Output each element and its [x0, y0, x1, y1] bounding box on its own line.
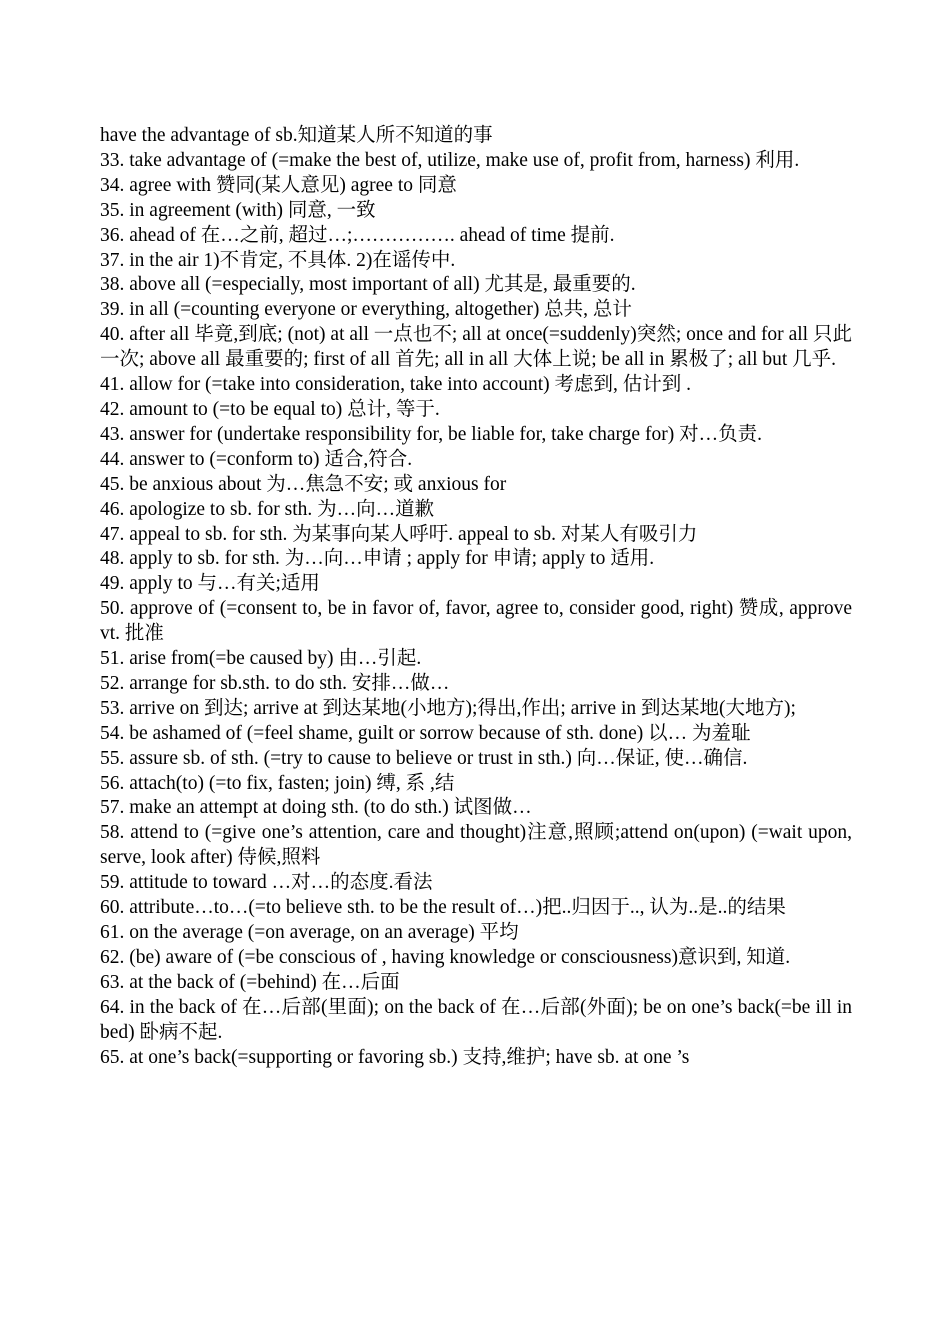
text-line: 44. answer to (=conform to) 适合,符合. [100, 448, 413, 470]
text-line: 62. (be) aware of (=be conscious of , having knowledge or consciousness)意识到, 知道. [100, 946, 791, 968]
text-line: 47. appeal to sb. for sth. 为某事向某人呼吁. appeal to sb. 对某人有吸引力 [100, 523, 698, 545]
text-line: 55. assure sb. of sth. (=try to cause to believe or trust in sth.) 向…保证, 使…确信. [100, 747, 748, 769]
text-line: 46. apologize to sb. for sth. 为…向…道歉 [100, 498, 435, 520]
text-line: 48. apply to sb. for sth. 为…向…申请 ; apply for 申请; apply to 适用. [100, 548, 655, 570]
text-line: 37. in the air 1)不肯定, 不具体. 2)在谣传中. [100, 249, 456, 271]
text-line: 34. agree with 赞同(某人意见) agree to 同意 [100, 174, 457, 196]
text-line: 51. arise from(=be caused by) 由…引起. [100, 648, 422, 670]
text-line: 49. apply to 与…有关;适用 [100, 573, 320, 595]
text-line: 35. in agreement (with) 同意, 一致 [100, 199, 376, 221]
text-line: 43. answer for (undertake responsibility for, be liable for, take charge for) 对…负责. [100, 423, 762, 445]
text-line: 39. in all (=counting everyone or everything, altogether) 总共, 总计 [100, 299, 632, 321]
text-line: 36. ahead of 在…之前, 超过…;……………. ahead of time 提前. [100, 224, 615, 246]
text-line: 63. at the back of (=behind) 在…后面 [100, 971, 400, 993]
text-line: 60. attribute…to…(=to believe sth. to be the result of…)把..归因于.., 认为..是..的结果 [100, 897, 786, 919]
text-line: 59. attitude to toward …对…的态度.看法 [100, 872, 433, 894]
text-line: 40. after all 毕竟,到底; (not) at all 一点也不; all at once(=suddenly)突然; once and for all 只此一次; above all 最重要的; first of all 首先; all in all 大体上说; be all in 累极了; all but 几乎. [100, 324, 852, 371]
text-line: 42. amount to (=to be equal to) 总计, 等于. [100, 398, 440, 420]
text-line: 38. above all (=especially, most important of all) 尤其是, 最重要的. [100, 274, 636, 296]
text-line: 64. in the back of 在…后部(里面); on the back of 在…后部(外面); be on one’s back(=be ill in bed) 卧病不起. [100, 996, 852, 1043]
text-line: 65. at one’s back(=supporting or favoring sb.) 支持,维护; have sb. at one ’s [100, 1046, 690, 1068]
text-line: 53. arrive on 到达; arrive at 到达某地(小地方);得出,作出; arrive in 到达某地(大地方); [100, 697, 796, 719]
text-line: 57. make an attempt at doing sth. (to do sth.) 试图做… [100, 797, 532, 819]
text-line: 54. be ashamed of (=feel shame, guilt or sorrow because of sth. done) 以… 为羞耻 [100, 722, 751, 744]
text-line: 50. approve of (=consent to, be in favor of, favor, agree to, consider good, right) 赞成, approve vt. 批准 [100, 598, 852, 645]
text-line: 58. attend to (=give one’s attention, care and thought)注意,照顾;attend on(upon) (=wait upon, serve, look after) 侍候,照料 [100, 822, 852, 869]
text-line: 52. arrange for sb.sth. to do sth. 安排…做… [100, 672, 450, 694]
text-line: 41. allow for (=take into consideration, take into account) 考虑到, 估计到 . [100, 374, 691, 396]
text-line: 33. take advantage of (=make the best of, utilize, make use of, profit from, harness) 利用. [100, 149, 800, 171]
document-page [100, 124, 852, 1070]
text-line: have the advantage of sb.知道某人所不知道的事 [100, 125, 493, 146]
text-line: 56. attach(to) (=to fix, fasten; join) 缚, 系 ,结 [100, 772, 455, 794]
text-line: 45. be anxious about 为…焦急不安; 或 anxious for [100, 473, 507, 495]
text-line: 61. on the average (=on average, on an average) 平均 [100, 922, 519, 943]
